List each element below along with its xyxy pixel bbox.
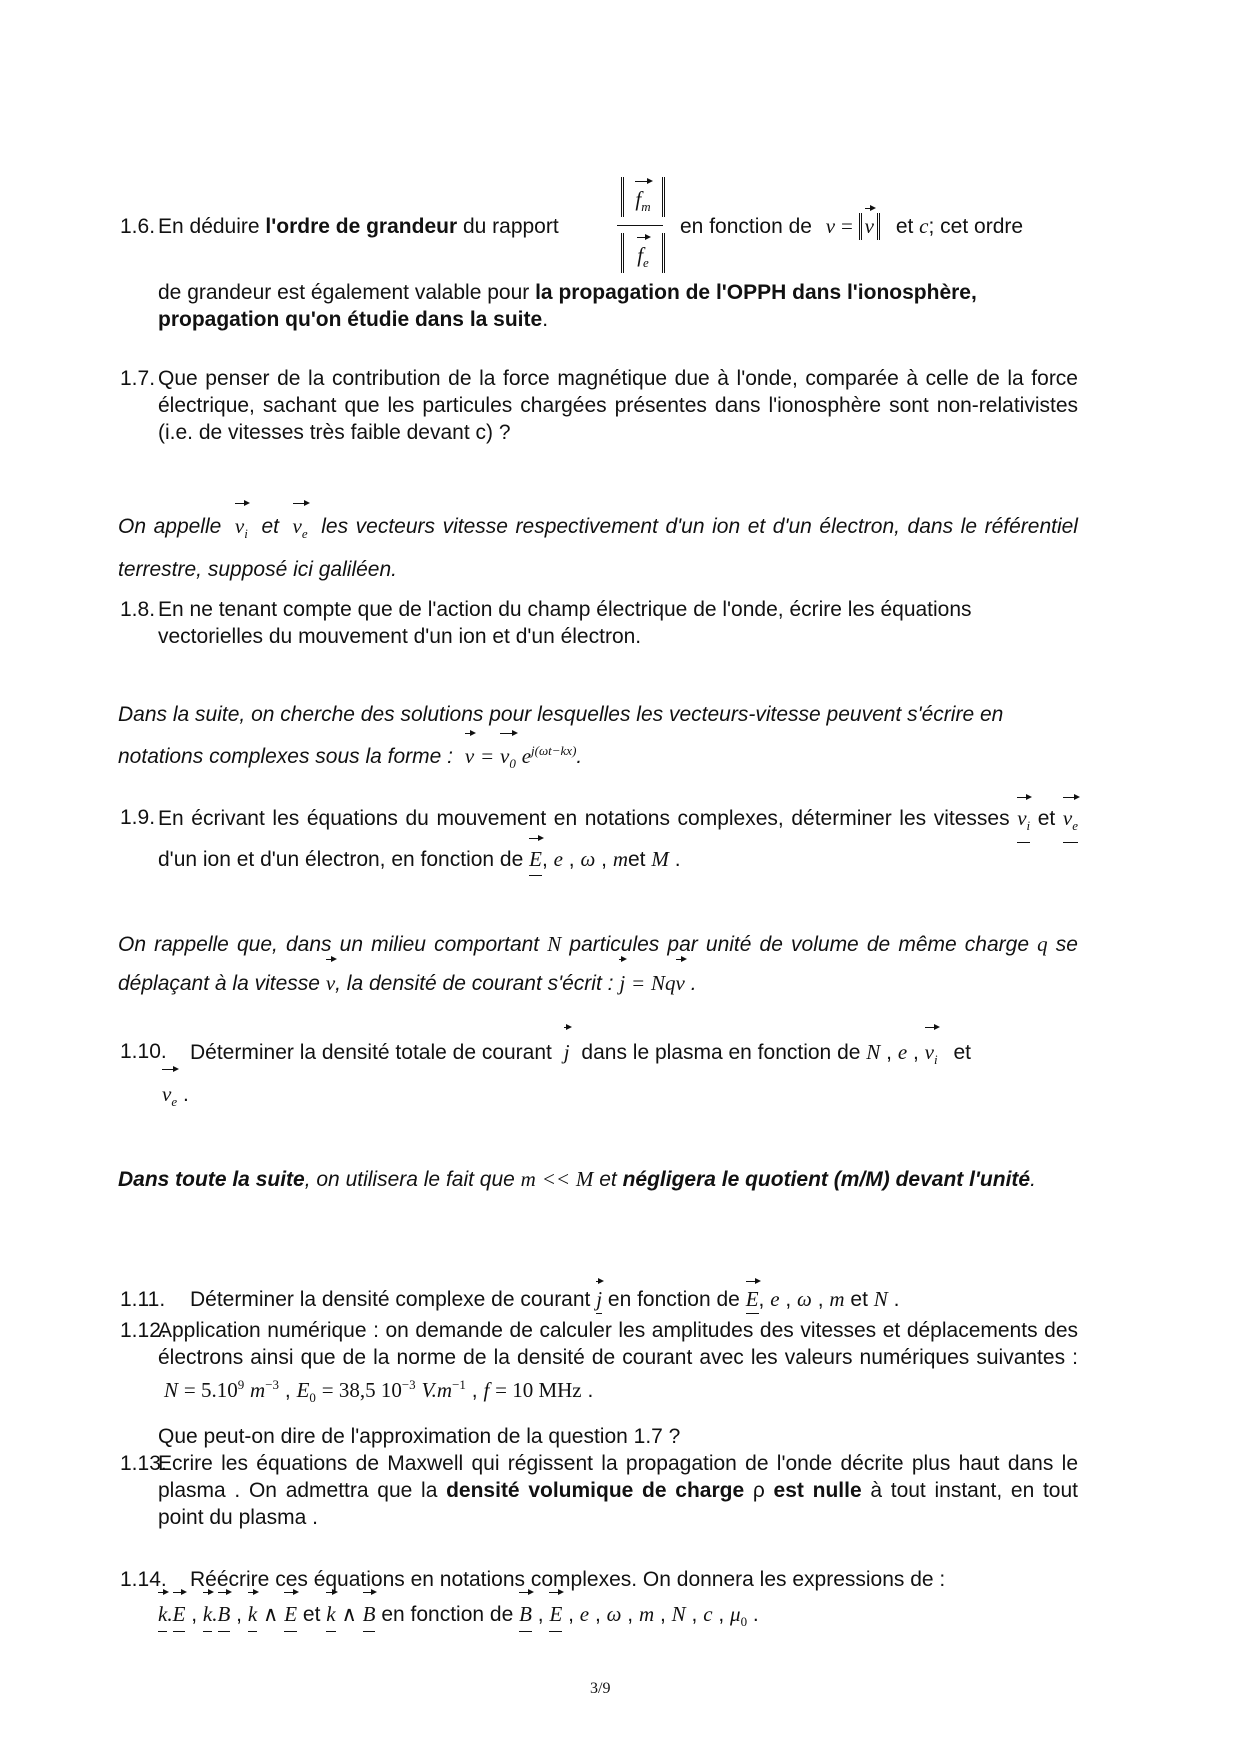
- question-number: 1.9.: [120, 806, 156, 829]
- question-line-1: En déduire l'ordre de grandeur du rapport: [158, 215, 559, 238]
- intro-complex-notation: Dans la suite, on cherche des solutions pour lesquelles les vecteurs-vitesse peuvent s'écrire en notations complexes sous la forme : $v = v_0$ $e^{j(\omega t-kx)}$.: [118, 697, 1078, 782]
- norm-fm: $f_m$: [621, 177, 665, 217]
- question-number: 1.8.: [120, 598, 156, 621]
- question-text: En ne tenant compte que de l'action du champ électrique de l'onde, écrire les équations vectorielles du mouvement d'un ion et d'un électron.: [158, 598, 972, 648]
- question-text: Que penser de la contribution de la force magnétique due à l'onde, comparée à celle de la force électrique, sachant que les particules chargées présentes dans l'ionosphère sont non-relativistes (i.e. de vitesses très faible devant c) ?: [158, 367, 1078, 444]
- question-text: Déterminer la densité complexe de courant j en fonction de E, e , ω , m et N .: [190, 1286, 1080, 1314]
- intro-approximation: Dans toute la suite, on utilisera le fait que m << M et négligera le quotient (m/M) devant l'unité.: [118, 1167, 1036, 1191]
- fraction-bar: [617, 225, 663, 226]
- question-number: 1.6.: [120, 215, 156, 238]
- question-number: 1.11.: [120, 1288, 166, 1311]
- question-text-cont: k.E , k.B , k ∧ E et k ∧ B en fonction de B , E , e , ω , m , N , c , $\mu_0$ .: [158, 1597, 1078, 1639]
- question-number: 1.7.: [120, 367, 156, 390]
- question-number: 1.12.: [120, 1319, 167, 1342]
- question-line-1b: en fonction de v = v et c; cet ordre: [680, 214, 1024, 238]
- question-text-cont: $v_e$ .: [162, 1074, 189, 1122]
- norm-fe: $f_e$: [621, 233, 665, 273]
- question-text: de grandeur est également valable pour la propagation de l'OPPH dans l'ionosphère, propagation qu'on étudie dans la suite.: [158, 281, 977, 331]
- intro-current-density: On rappelle que, dans un milieu comportant N particules par unité de volume de même charge q se déplaçant à la vitesse v, la densité de courant s'écrit : j = Nqv .: [118, 925, 1078, 1003]
- question-text: Application numérique : on demande de calculer les amplitudes des vitesses et déplacements des électrons ainsi que de la norme de la densité de courant avec les valeurs numériques suivantes : $N = 5.10^9$ $m^{-3}$ , $E_0 = 38,5$ $10^{-3}$ $V.m^{-1}$ , f = 10 MHz .: [158, 1319, 1078, 1406]
- question-text: Ecrire les équations de Maxwell qui régissent la propagation de l'onde décrite plus haut dans le plasma . On admettra que la densité volumique de charge ρ est nulle à tout instant, en tout point du plasma .: [158, 1452, 1078, 1529]
- intro-velocities: On appelle $v_i$ et $v_e$ les vecteurs vitesse respectivement d'un ion et d'un électron, dans le référentiel terrestre, supposé ici galiléen.: [118, 508, 1078, 588]
- question-number: 1.14.: [120, 1568, 167, 1591]
- question-text-cont: Que peut-on dire de l'approximation de la question 1.7 ?: [158, 1425, 681, 1448]
- question-text: Déterminer la densité totale de courant j dans le plasma en fonction de N , e , $v_i$ et: [190, 1032, 1080, 1080]
- question-number: 1.13.: [120, 1452, 167, 1475]
- ratio-fm-fe: [617, 177, 663, 277]
- question-text: Réécrire ces équations en notations complexes. On donnera les expressions de :: [190, 1568, 946, 1591]
- question-number: 1.10.: [120, 1040, 167, 1063]
- question-text: En écrivant les équations du mouvement en notations complexes, déterminer les vitesses $v_i$ et $v_e$ d'un ion et d'un électron, en fonction de E, e , ω , met M .: [158, 802, 1078, 876]
- page-number: 3/9: [590, 1680, 611, 1697]
